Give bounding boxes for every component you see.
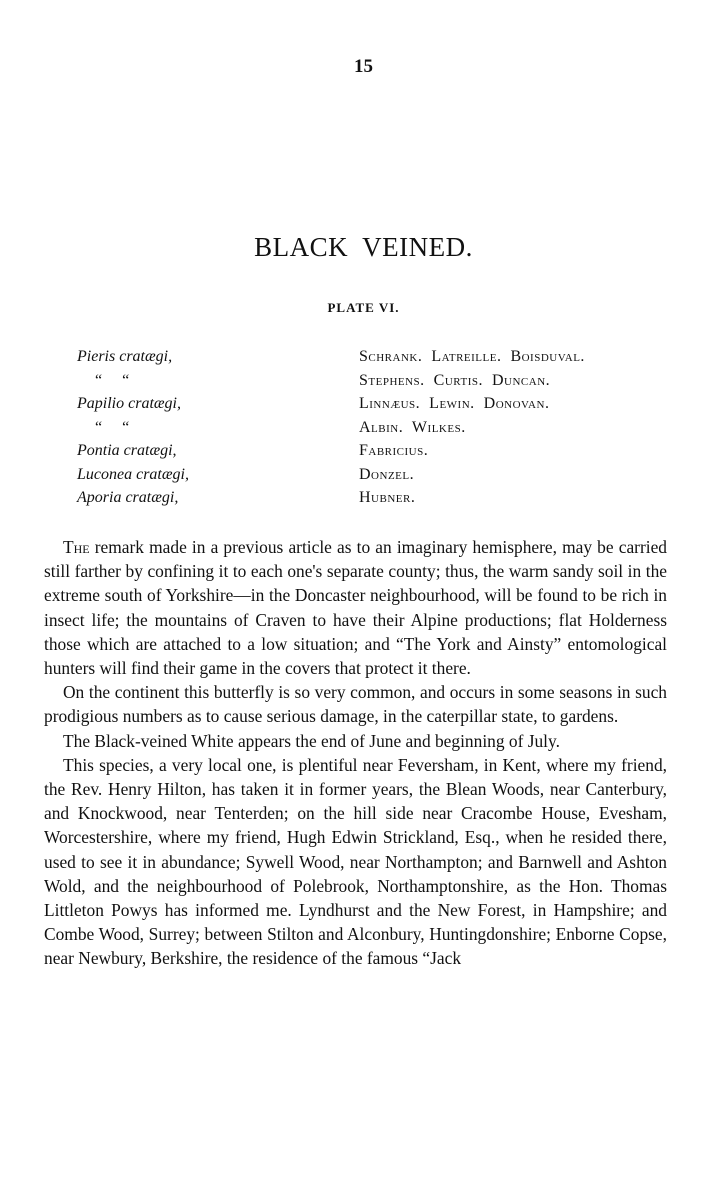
- synonym-name: Luconea cratægi,: [77, 465, 189, 483]
- synonym-authors: Albin. Wilkes.: [359, 418, 466, 436]
- synonym-authors: Stephens. Curtis. Duncan.: [359, 371, 551, 389]
- synonym-name: “ “: [95, 418, 130, 436]
- page-number: 15: [354, 56, 373, 77]
- paragraph-text: This species, a very local one, is plentiful near Feversham, in Kent, where my friend, the Rev. Henry Hilton, has taken it in former years, the Blean Woods, near Canterbury, and Knockwood, near Tenterden; on the hill side near Cracombe House, Evesham, Worcestershire, where my friend, Hugh Edwin Strickland, Esq., when he resided there, used to see it in abundance; Sywell Wood, near Northampton; and Barnwell and Ashton Wold, and the neighbourhood of Polebrook, Northamptonshire, as the Hon. Thomas Littleton Powys has informed me. Lyndhurst and the New Forest, in Hampshire; and Combe Wood, Surrey; between Stilton and Alconbury, Huntingdonshire; Enborne Copse, near Newbury, Berkshire, the residence of the famous “Jack: [44, 754, 667, 969]
- synonym-row: [77, 416, 677, 440]
- page-title: BLACK VEINED.: [254, 232, 473, 262]
- synonym-authors: Linnæus. Lewin. Donovan.: [359, 395, 550, 412]
- paragraph-text: On the continent this butterfly is so very common, and occurs in some seasons in such prodigious numbers as to cause serious damage, in the caterpillar state, to gardens.: [44, 682, 667, 727]
- synonym-row: [77, 345, 677, 369]
- paragraph: [44, 729, 667, 753]
- plate-label: PLATE VI.: [327, 300, 400, 315]
- synonym-authors: Donzel.: [359, 465, 415, 483]
- synonym-name: Pieris cratægi,: [77, 348, 173, 365]
- synonym-authors: Hubner.: [359, 489, 416, 506]
- paragraph: [44, 535, 667, 680]
- synonym-name: Aporia cratægi,: [77, 489, 179, 506]
- synonym-row: [77, 486, 677, 510]
- paragraph-lead-word: The: [63, 537, 90, 557]
- synonym-row: [77, 439, 677, 463]
- synonymy-list: [77, 345, 677, 510]
- synonym-name: Pontia cratægi,: [77, 442, 177, 459]
- paragraph-text: remark made in a previous article as to an imaginary hemisphere, may be carried still farther by confining it to each one's separate county; thus, the warm sandy soil in the extreme south of Yorkshire—in the Doncaster neighbourhood, will be found to be rich in insect life; the mountains of Craven to have their Alpine productions; flat Holderness those which are attached to a low situation; and “The York and Ainsty” entomological hunters will find their game in the covers that protect it there.: [44, 537, 667, 679]
- body-text: [44, 535, 667, 971]
- synonym-authors: Fabricius.: [359, 442, 429, 459]
- synonym-authors: Schrank. Latreille. Boisduval.: [359, 348, 585, 365]
- paragraph: [44, 680, 667, 728]
- paragraph-text: The Black-veined White appears the end of June and beginning of July.: [63, 730, 560, 751]
- synonym-name: “ “: [95, 371, 130, 389]
- synonym-row: [77, 463, 677, 487]
- synonym-row: [77, 369, 677, 393]
- synonym-name: Papilio cratægi,: [77, 395, 181, 412]
- synonym-row: [77, 392, 677, 416]
- paragraph: [44, 753, 667, 971]
